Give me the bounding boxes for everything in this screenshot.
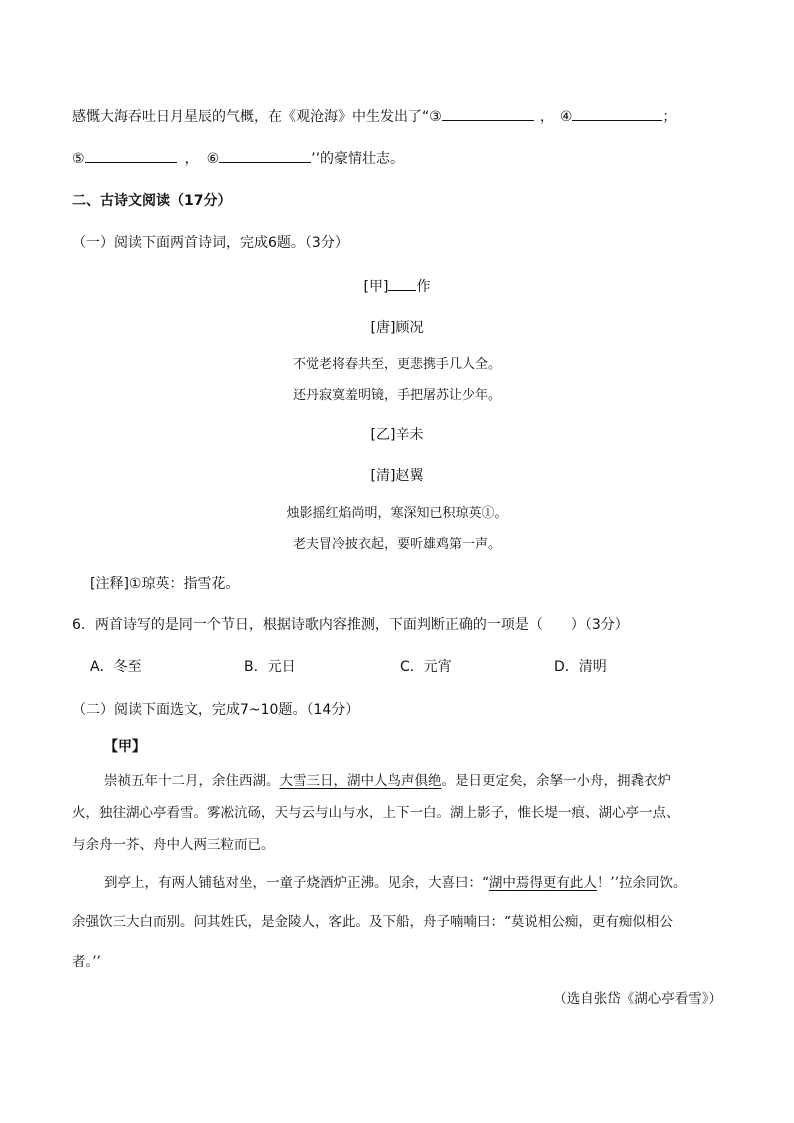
poem-jia-author: [唐]顾况 [370, 320, 424, 336]
passage-p2-line-2: 余强饮三大白而别。问其姓氏，是金陵人，客此。及下船，舟子喃喃曰：“莫说相公痴，更有痴似相公 [72, 914, 673, 930]
fill-line-1 [72, 106, 676, 127]
question-6: 6．两首诗写的是同一个节日，根据诗歌内容推测，下面判断正确的一项是（ ）（3分） [72, 617, 629, 633]
poem-yi-line-2: 老夫冒冷披衣起，要听雄鸡第一声。 [292, 537, 501, 552]
blank-5-marker: ⑤ [72, 151, 85, 167]
fill-line-1-text: 感慨大海吞吐日月星辰的气概，在《观沧海》中生发出了“ [72, 109, 430, 125]
passage-p1-line-1 [104, 771, 671, 791]
passage-p2-text-c: ！’’拉余同饮。 [596, 875, 687, 891]
blank-6-marker: ⑥ [206, 151, 220, 167]
blank-3[interactable] [442, 106, 534, 121]
poem-jia-title [0, 276, 794, 297]
blank-separator: ， [539, 109, 554, 125]
poem-yi-title: [乙]辛未 [370, 427, 424, 443]
blank-5[interactable] [85, 148, 177, 163]
passage-p1-text-a: 崇祯五年十二月，余住西湖。 [104, 773, 280, 789]
passage-label: 【甲】 [104, 739, 146, 755]
blank-4-marker: ④ [559, 109, 573, 125]
blank-4[interactable] [572, 106, 662, 121]
poem-jia-title-blank[interactable] [388, 276, 416, 291]
passage-p1-line-3: 与余舟一芥、舟中人两三粒而已。 [72, 837, 275, 853]
poem-yi-author: [清]赵翼 [370, 468, 424, 484]
fill-line-2 [72, 148, 404, 169]
option-a[interactable]: A．冬至 [90, 659, 142, 675]
poem-yi-line-1: 烛影摇红焰尚明，寒深知已积琼英①。 [286, 506, 508, 521]
line-end-punct: ； [662, 109, 677, 125]
blank-separator: ， [184, 151, 199, 167]
part2-instruction: （二）阅读下面选文，完成7~10题。（14分） [72, 702, 360, 718]
passage-p2-underlined: 湖中焉得更有此人 [488, 875, 597, 891]
poem-jia-title-suffix: 作 [416, 279, 431, 295]
passage-p2-text-a: 到亭上，有两人铺毡对坐，一童子烧酒炉正沸。见余，大喜曰：“ [104, 875, 489, 891]
section-title: 二、古诗文阅读（17分） [72, 193, 232, 209]
passage-p1-line-2: 火，独往湖心亭看雪。雾凇沆砀，天与云与山与水，上下一白。湖上影子，惟长堤一痕、湖心亭一点、 [72, 805, 680, 821]
passage-p1-underlined: 大雪三日，湖中人鸟声俱绝 [279, 773, 442, 789]
blank-6[interactable] [219, 148, 311, 163]
poem-note: [注释]①琼英：指雪花。 [90, 576, 240, 592]
part1-instruction: （一）阅读下面两首诗词，完成6题。（3分） [72, 235, 349, 251]
option-c[interactable]: C．元宵 [400, 659, 452, 675]
passage-p2-line-3: 者。’’ [72, 954, 101, 970]
option-b[interactable]: B．元日 [244, 659, 296, 675]
poem-jia-title-prefix: [甲] [363, 279, 389, 295]
passage-source: （选自张岱《湖心亭看雪》） [553, 991, 722, 1007]
blank-3-marker: ③ [429, 109, 442, 125]
option-d[interactable]: D．清明 [554, 659, 607, 675]
passage-p2-line-1 [104, 873, 687, 893]
passage-p1-text-c: 。是日更定矣，余拏一小舟，拥毳衣炉 [441, 773, 671, 789]
fill-line-2-end: ’’的豪情壮志。 [311, 151, 405, 167]
poem-jia-line-2: 还丹寂寞羞明镜，手把屠苏让少年。 [292, 388, 501, 403]
poem-jia-line-1: 不觉老将春共至，更悲携手几人全。 [292, 357, 501, 372]
